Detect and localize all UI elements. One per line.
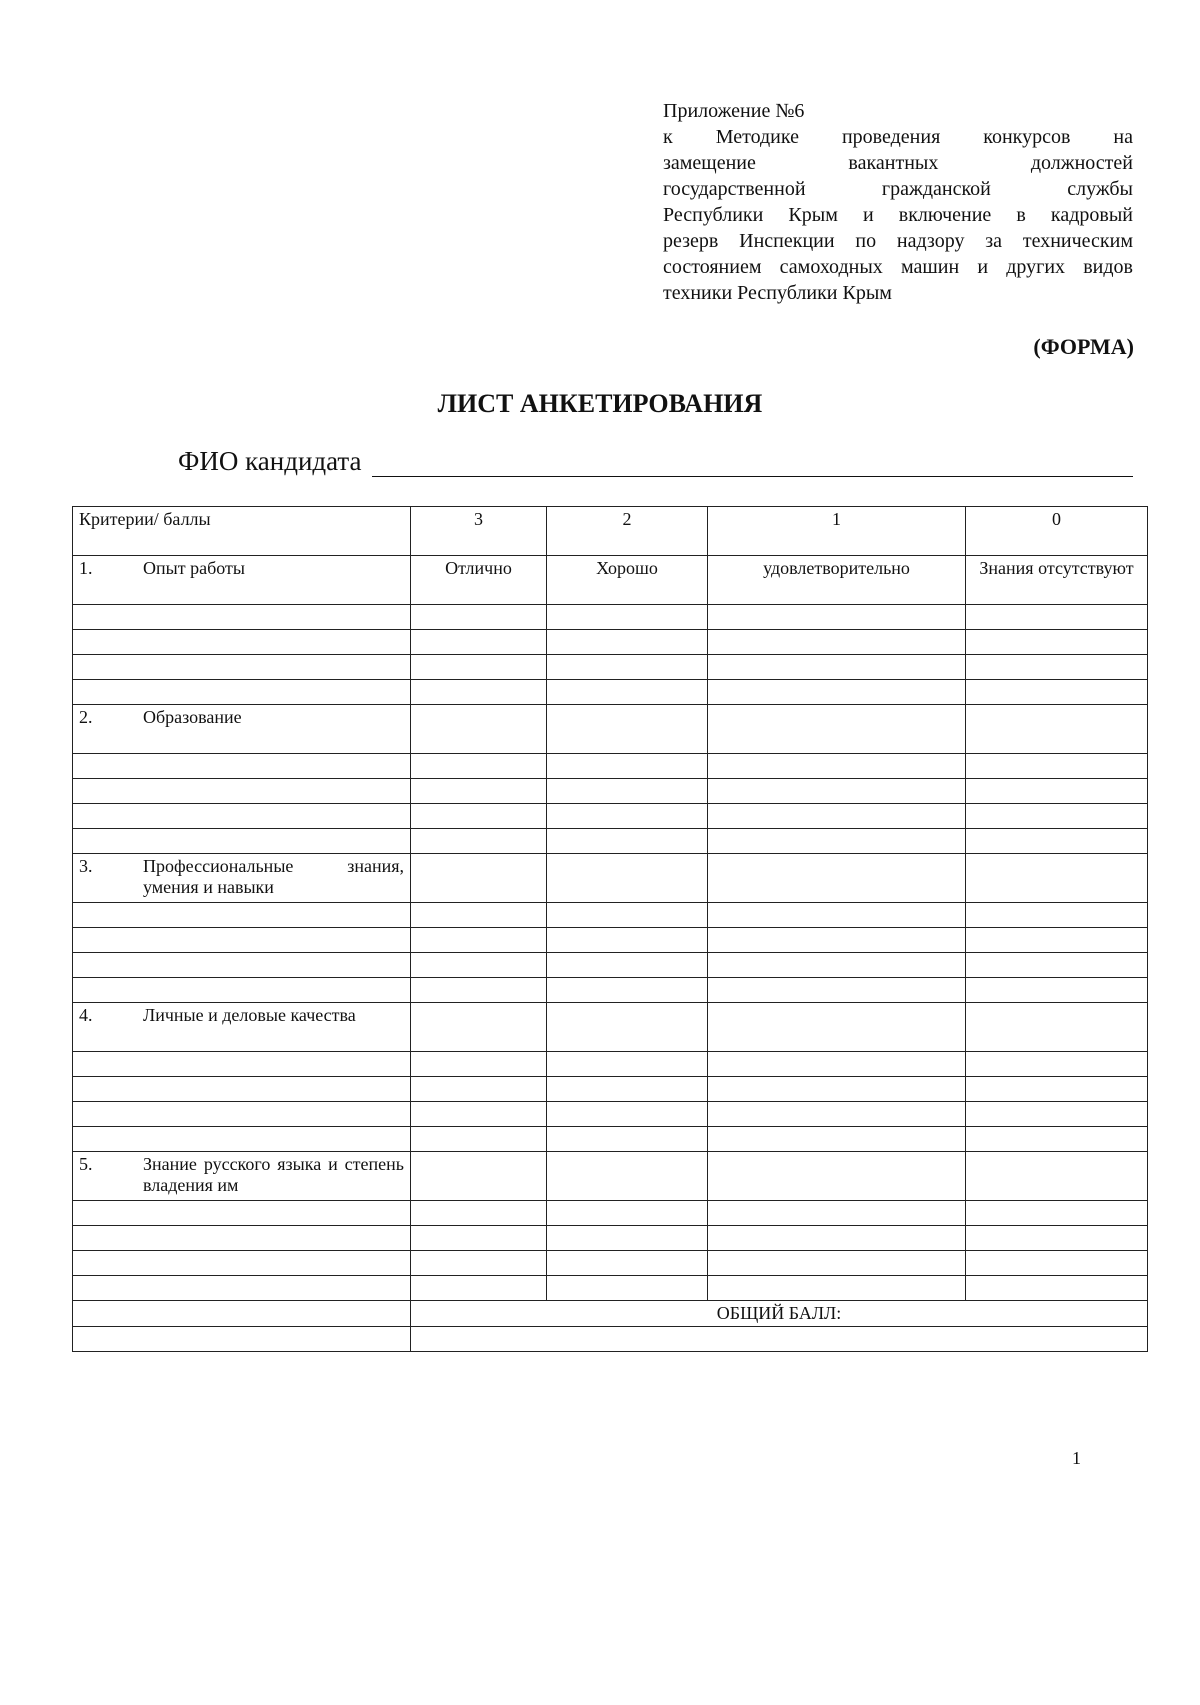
score-cell[interactable] — [547, 1152, 708, 1201]
grade-label: Знания отсутствуют — [966, 556, 1148, 605]
section-criterion-text — [79, 558, 404, 579]
candidate-name-field[interactable] — [372, 448, 1133, 477]
score-cell[interactable] — [411, 779, 547, 804]
appendix-line: государственной гражданской службы — [663, 178, 1133, 200]
score-cell[interactable] — [966, 1003, 1148, 1052]
score-cell[interactable] — [966, 779, 1148, 804]
blank-row — [73, 1052, 1148, 1077]
score-cell[interactable] — [708, 1003, 966, 1052]
section-criterion-text — [79, 1005, 404, 1026]
score-cell[interactable] — [547, 1003, 708, 1052]
score-cell[interactable] — [966, 1276, 1148, 1301]
blank-row — [73, 655, 1148, 680]
score-cell[interactable] — [411, 605, 547, 630]
score-cell[interactable] — [547, 605, 708, 630]
score-cell[interactable] — [547, 1077, 708, 1102]
score-cell[interactable] — [411, 1251, 547, 1276]
score-cell[interactable] — [708, 1201, 966, 1226]
criterion-cell[interactable] — [73, 680, 411, 705]
section-number: 3. — [79, 856, 93, 876]
criterion-cell[interactable] — [73, 1276, 411, 1301]
section-name: Образование — [143, 707, 242, 727]
score-cell[interactable] — [708, 1102, 966, 1127]
score-cell[interactable] — [966, 1152, 1148, 1201]
appendix-line: резерв Инспекции по надзору за техническим — [663, 230, 1133, 252]
score-cell[interactable] — [966, 854, 1148, 903]
score-header-0: 0 — [966, 507, 1148, 556]
blank-row — [73, 630, 1148, 655]
score-cell[interactable] — [966, 605, 1148, 630]
score-cell[interactable] — [966, 655, 1148, 680]
appendix-line: замещение вакантных должностей — [663, 152, 1133, 174]
total-left-cell — [73, 1327, 411, 1352]
blank-row — [73, 953, 1148, 978]
score-cell[interactable] — [708, 680, 966, 705]
blank-row — [73, 1226, 1148, 1251]
blank-row — [73, 1102, 1148, 1127]
total-label: ОБЩИЙ БАЛЛ: — [411, 1301, 1148, 1327]
appendix-line: состоянием самоходных машин и других видов — [663, 256, 1133, 278]
blank-row — [73, 928, 1148, 953]
blank-row — [73, 1276, 1148, 1301]
section-row — [73, 1152, 1148, 1201]
score-cell[interactable] — [708, 1251, 966, 1276]
score-cell[interactable] — [547, 829, 708, 854]
blank-row — [73, 804, 1148, 829]
appendix-block — [663, 98, 1133, 306]
survey-table — [72, 506, 1148, 1352]
score-cell[interactable] — [547, 1052, 708, 1077]
appendix-line: к Методике проведения конкурсов на — [663, 126, 1133, 148]
score-cell[interactable] — [411, 754, 547, 779]
score-cell[interactable] — [966, 978, 1148, 1003]
score-cell[interactable] — [708, 655, 966, 680]
score-cell[interactable] — [966, 953, 1148, 978]
section-criterion-text — [79, 856, 404, 898]
candidate-name-row — [178, 446, 1133, 477]
score-cell[interactable] — [547, 953, 708, 978]
criterion-cell[interactable] — [73, 779, 411, 804]
blank-row — [73, 1251, 1148, 1276]
score-cell[interactable] — [411, 804, 547, 829]
page-title: ЛИСТ АНКЕТИРОВАНИЯ — [437, 389, 763, 418]
score-cell[interactable] — [411, 1152, 547, 1201]
section-number: 2. — [79, 707, 93, 727]
score-cell[interactable] — [411, 1201, 547, 1226]
total-value-cell[interactable] — [411, 1327, 1148, 1352]
score-cell[interactable] — [547, 1102, 708, 1127]
score-cell[interactable] — [708, 630, 966, 655]
score-cell[interactable] — [966, 829, 1148, 854]
page-number: 1 — [1072, 1448, 1081, 1468]
score-cell[interactable] — [547, 854, 708, 903]
score-cell[interactable] — [708, 928, 966, 953]
score-cell[interactable] — [411, 1003, 547, 1052]
score-cell[interactable] — [547, 1127, 708, 1152]
section-row — [73, 705, 1148, 754]
grade-label: Хорошо — [547, 556, 708, 605]
score-cell[interactable] — [411, 978, 547, 1003]
score-cell[interactable] — [966, 1077, 1148, 1102]
section-row — [73, 556, 1148, 605]
section-criterion-text — [79, 707, 404, 728]
score-cell[interactable] — [547, 928, 708, 953]
score-cell[interactable] — [966, 928, 1148, 953]
appendix-line: Республики Крым и включение в кадровый — [663, 204, 1133, 226]
score-cell[interactable] — [411, 1102, 547, 1127]
score-cell[interactable] — [708, 953, 966, 978]
score-cell[interactable] — [411, 903, 547, 928]
score-cell[interactable] — [966, 1127, 1148, 1152]
score-cell[interactable] — [708, 978, 966, 1003]
score-cell[interactable] — [547, 804, 708, 829]
blank-row — [73, 680, 1148, 705]
blank-row — [73, 1077, 1148, 1102]
grade-label: Отлично — [411, 556, 547, 605]
section-name: Профессиональные знания, умения и навыки — [143, 856, 404, 897]
score-cell[interactable] — [708, 1226, 966, 1251]
score-header-1: 1 — [708, 507, 966, 556]
score-cell[interactable] — [411, 854, 547, 903]
criterion-cell[interactable] — [73, 804, 411, 829]
score-cell[interactable] — [708, 605, 966, 630]
score-cell[interactable] — [708, 1052, 966, 1077]
candidate-name-label: ФИО кандидата — [178, 446, 362, 476]
score-cell[interactable] — [411, 829, 547, 854]
score-cell[interactable] — [411, 680, 547, 705]
blank-row — [73, 978, 1148, 1003]
section-number: 5. — [79, 1154, 93, 1174]
criterion-cell[interactable] — [73, 1251, 411, 1276]
score-cell[interactable] — [966, 680, 1148, 705]
score-cell[interactable] — [708, 779, 966, 804]
criterion-cell[interactable] — [73, 754, 411, 779]
blank-row — [73, 903, 1148, 928]
grade-label: удовлетворительно — [708, 556, 966, 605]
criterion-cell[interactable] — [73, 1102, 411, 1127]
section-name: Личные и деловые качества — [143, 1005, 356, 1025]
score-header-2: 2 — [547, 507, 708, 556]
score-cell[interactable] — [966, 630, 1148, 655]
blank-row — [73, 779, 1148, 804]
blank-row — [73, 754, 1148, 779]
blank-row — [73, 829, 1148, 854]
score-cell[interactable] — [547, 754, 708, 779]
score-cell[interactable] — [547, 903, 708, 928]
score-cell[interactable] — [411, 1052, 547, 1077]
score-cell[interactable] — [547, 1201, 708, 1226]
score-cell[interactable] — [966, 1226, 1148, 1251]
score-cell[interactable] — [547, 655, 708, 680]
criterion-cell[interactable] — [73, 630, 411, 655]
score-cell[interactable] — [411, 1276, 547, 1301]
score-cell[interactable] — [411, 1226, 547, 1251]
criterion-cell[interactable] — [73, 1127, 411, 1152]
score-cell[interactable] — [411, 953, 547, 978]
appendix-line: техники Республики Крым — [663, 282, 892, 304]
score-cell[interactable] — [547, 680, 708, 705]
score-cell[interactable] — [708, 804, 966, 829]
form-label: (ФОРМА) — [1033, 334, 1134, 359]
score-header-3: 3 — [411, 507, 547, 556]
score-cell[interactable] — [411, 630, 547, 655]
section-criterion — [73, 1003, 411, 1052]
score-cell[interactable] — [966, 1201, 1148, 1226]
score-cell[interactable] — [547, 1226, 708, 1251]
criterion-cell[interactable] — [73, 928, 411, 953]
score-cell[interactable] — [708, 754, 966, 779]
score-cell[interactable] — [411, 1077, 547, 1102]
total-left-cell — [73, 1301, 411, 1327]
total-row — [73, 1301, 1148, 1327]
score-cell[interactable] — [547, 705, 708, 754]
section-name: Опыт работы — [143, 558, 245, 578]
score-cell[interactable] — [708, 903, 966, 928]
section-number: 4. — [79, 1005, 93, 1025]
section-criterion — [73, 1152, 411, 1201]
score-cell[interactable] — [966, 1251, 1148, 1276]
score-cell[interactable] — [966, 1102, 1148, 1127]
score-cell[interactable] — [547, 978, 708, 1003]
score-cell[interactable] — [708, 705, 966, 754]
blank-row — [73, 1201, 1148, 1226]
criterion-cell[interactable] — [73, 978, 411, 1003]
score-cell[interactable] — [708, 1127, 966, 1152]
score-cell[interactable] — [547, 779, 708, 804]
criterion-cell[interactable] — [73, 1077, 411, 1102]
criterion-cell[interactable] — [73, 1226, 411, 1251]
criterion-cell[interactable] — [73, 1052, 411, 1077]
score-cell[interactable] — [547, 630, 708, 655]
criterion-cell[interactable] — [73, 829, 411, 854]
score-cell[interactable] — [966, 903, 1148, 928]
score-cell[interactable] — [411, 655, 547, 680]
score-cell[interactable] — [708, 1077, 966, 1102]
score-cell[interactable] — [547, 1276, 708, 1301]
score-cell[interactable] — [411, 1127, 547, 1152]
total-value-row — [73, 1327, 1148, 1352]
score-cell[interactable] — [708, 829, 966, 854]
table-header-row — [73, 507, 1148, 556]
section-criterion-text — [79, 1154, 404, 1196]
score-cell[interactable] — [708, 854, 966, 903]
criterion-cell[interactable] — [73, 1201, 411, 1226]
criterion-cell[interactable] — [73, 903, 411, 928]
section-criterion — [73, 705, 411, 754]
criteria-header: Критерии/ баллы — [73, 507, 411, 556]
criterion-cell[interactable] — [73, 953, 411, 978]
score-cell[interactable] — [547, 1251, 708, 1276]
section-number: 1. — [79, 558, 93, 578]
score-cell[interactable] — [411, 928, 547, 953]
section-row — [73, 854, 1148, 903]
criterion-cell[interactable] — [73, 605, 411, 630]
score-cell[interactable] — [966, 754, 1148, 779]
blank-row — [73, 605, 1148, 630]
blank-row — [73, 1127, 1148, 1152]
appendix-line: Приложение №6 — [663, 100, 805, 122]
section-criterion — [73, 556, 411, 605]
score-cell[interactable] — [966, 705, 1148, 754]
criterion-cell[interactable] — [73, 655, 411, 680]
section-name: Знание русского языка и степень владения им — [143, 1154, 404, 1195]
score-cell[interactable] — [966, 804, 1148, 829]
section-criterion — [73, 854, 411, 903]
score-cell[interactable] — [411, 705, 547, 754]
score-cell[interactable] — [966, 1052, 1148, 1077]
score-cell[interactable] — [708, 1152, 966, 1201]
score-cell[interactable] — [708, 1276, 966, 1301]
section-row — [73, 1003, 1148, 1052]
